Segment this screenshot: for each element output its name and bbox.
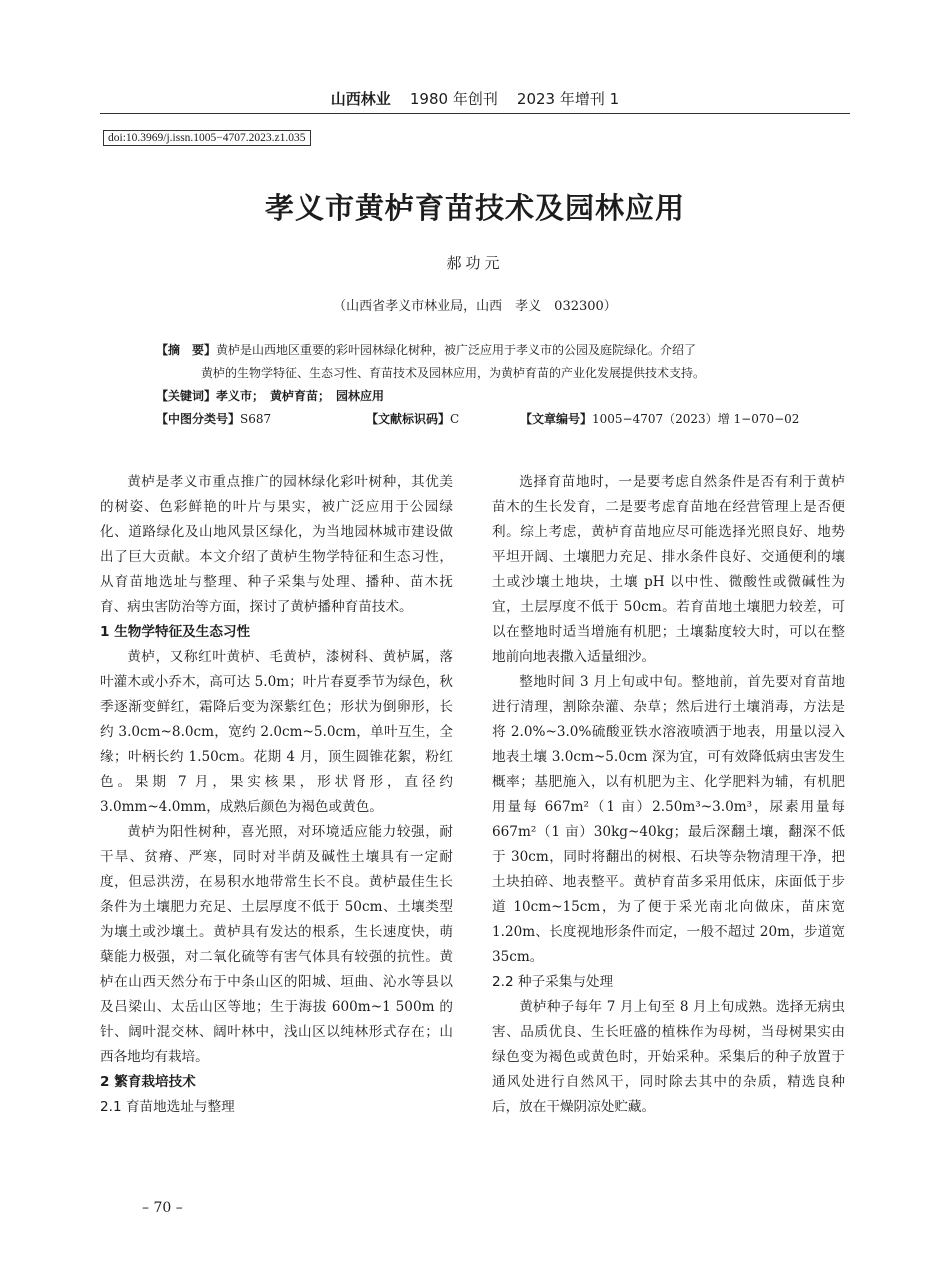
keywords-label: 【关键词】 [156, 389, 217, 403]
section-2-2-heading: 2.2 种子采集与处理 [492, 974, 614, 990]
biology-paragraph: 黄栌，又称红叶黄栌、毛黄栌，漆树科、黄栌属，落叶灌木或小乔木，高可达 5.0m；叶片春夏季节为绿色，秋季逐渐变鲜红，霜降后变为深紫红色；形状为倒卵形，长约 3.0cm~8.0cm，宽约 2.0cm~5.0cm，单叶互生，全缘；叶柄长约 1.50cm。花期 4 月，顶生圆锥花絮，粉红色。果期 7 月，果实核果，形状肾形，直径约 3.0mm~4.0mm，成熟后颜色为褐色或黄色。 [100, 649, 453, 815]
section-2-heading: 2 繁育栽培技术 [100, 1074, 196, 1090]
left-column [100, 470, 453, 1120]
clc-value: S687 [240, 412, 272, 426]
doi-box: doi:10.3969/j.issn.1005−4707.2023.z1.035 [103, 130, 311, 146]
author-name: 郝功元 [446, 254, 504, 272]
keywords-line [156, 385, 806, 408]
abstract-line-1 [156, 339, 806, 362]
author-affiliation: （山西省孝义市林业局，山西 孝义 032300） [333, 299, 617, 314]
journal-founded: 1980 年创刊 [409, 90, 498, 108]
keywords-text: 孝义市； 黄栌育苗； 园林应用 [216, 389, 385, 403]
header-rule [100, 113, 850, 114]
abstract-text-2: 黄栌的生物学特征、生态习性、育苗技术及园林应用，为黄栌育苗的产业化发展提供技术支持。 [201, 366, 706, 380]
doccode-value: C [450, 412, 460, 426]
clc-label: 【中图分类号】 [156, 412, 241, 426]
section-1-heading: 1 生物学特征及生态习性 [100, 624, 251, 640]
site-selection-paragraph: 选择育苗地时，一是要考虑自然条件是否有利于黄栌苗木的生长发育，二是要考虑育苗地在经营管理上是否便利。综上考虑，黄栌育苗地应尽可能选择光照良好、地势平坦开阔、土壤肥力充足、排水条件良好、交通便利的壤土或沙壤土地块，土壤 pH 以中性、微酸性或微碱性为宜，土层厚度不低于 50cm。若育苗地土壤肥力较差，可以在整地时适当增施有机肥；土壤黏度较大时，可以在整地前向地表撒入适量细沙。 [492, 474, 845, 665]
running-header [100, 88, 850, 109]
abstract-block [156, 339, 806, 431]
intro-paragraph: 黄栌是孝义市重点推广的园林绿化彩叶树种，其优美的树姿、色彩鲜艳的叶片与果实，被广泛应用于公园绿化、道路绿化及山地风景区绿化，为当地园林城市建设做出了巨大贡献。本文介绍了黄栌生物学特征和生态习性，从育苗地选址与整理、种子采集与处理、播种、苗木抚育、病虫害防治等方面，探讨了黄栌播种育苗技术。 [100, 474, 453, 615]
article-number-value: 1005−4707（2023）增 1−070−02 [592, 412, 800, 426]
journal-issue: 2023 年增刊 1 [516, 90, 620, 108]
seed-collection-paragraph: 黄栌种子每年 7 月上旬至 8 月上旬成熟。选择无病虫害、品质优良、生长旺盛的植株作为母树，当母树果实由绿色变为褐色或黄色时，开始采种。采集后的种子放置于通风处进行自然风干，同时除去其中的杂质，精选良种后，放在干燥阴凉处贮藏。 [492, 999, 845, 1115]
section-2-1-heading: 2.1 育苗地选址与整理 [100, 1099, 235, 1115]
classification-line [156, 408, 806, 431]
article-title: 孝义市黄栌育苗技术及园林应用 [264, 191, 685, 225]
site-preparation-paragraph: 整地时间 3 月上旬或中旬。整地前，首先要对育苗地进行清理，割除杂灌、杂草；然后进行土壤消毒，方法是将 2.0%~3.0%硫酸亚铁水溶液喷洒于地表，用量以浸入地表土壤 3.0cm~5.0cm 深为宜，可有效降低病虫害发生概率；基肥施入，以有机肥为主、化学肥料为辅，有机肥用量每 667m²（1 亩）2.50m³~3.0m³，尿素用量每 667m²（1 亩）30kg~40kg；最后深翻土壤，翻深不低于 30cm，同时将翻出的树根、石块等杂物清理干净，把土块拍碎、地表整平。黄栌育苗多采用低床，床面低于步道 10cm~15cm，为了便于采光南北向做床，苗床宽 1.20m、长度视地形条件而定，一般不超过 20m，步道宽 35cm。 [492, 674, 845, 965]
article-number-label: 【文章编号】 [520, 412, 593, 426]
abstract-label: 【摘 要】 [156, 343, 217, 357]
doccode-label: 【文献标识码】 [366, 412, 451, 426]
ecology-paragraph: 黄栌为阳性树种，喜光照，对环境适应能力较强，耐干旱、贫瘠、严寒，同时对半荫及碱性土壤具有一定耐度，但忌洪涝，在易积水地带常生长不良。黄栌最佳生长条件为土壤肥力充足、土层厚度不低于 50cm、土壤类型为壤土或沙壤土。黄栌具有发达的根系，生长速度快，萌蘖能力极强，对二氧化硫等有害气体具有较强的抗性。黄栌在山西天然分布于中条山区的阳城、垣曲、沁水等县以及吕梁山、太岳山区等地；生于海拔 600m~1 500m 的针、阔叶混交林、阔叶林中，浅山区以纯林形式存在；山西各地均有栽培。 [100, 824, 453, 1065]
abstract-text-1: 黄栌是山西地区重要的彩叶园林绿化树种，被广泛应用于孝义市的公园及庭院绿化。介绍了 [216, 343, 697, 357]
right-column [492, 470, 845, 1120]
journal-name: 山西林业 [330, 90, 391, 108]
page-number: – 70 – [142, 1200, 183, 1216]
